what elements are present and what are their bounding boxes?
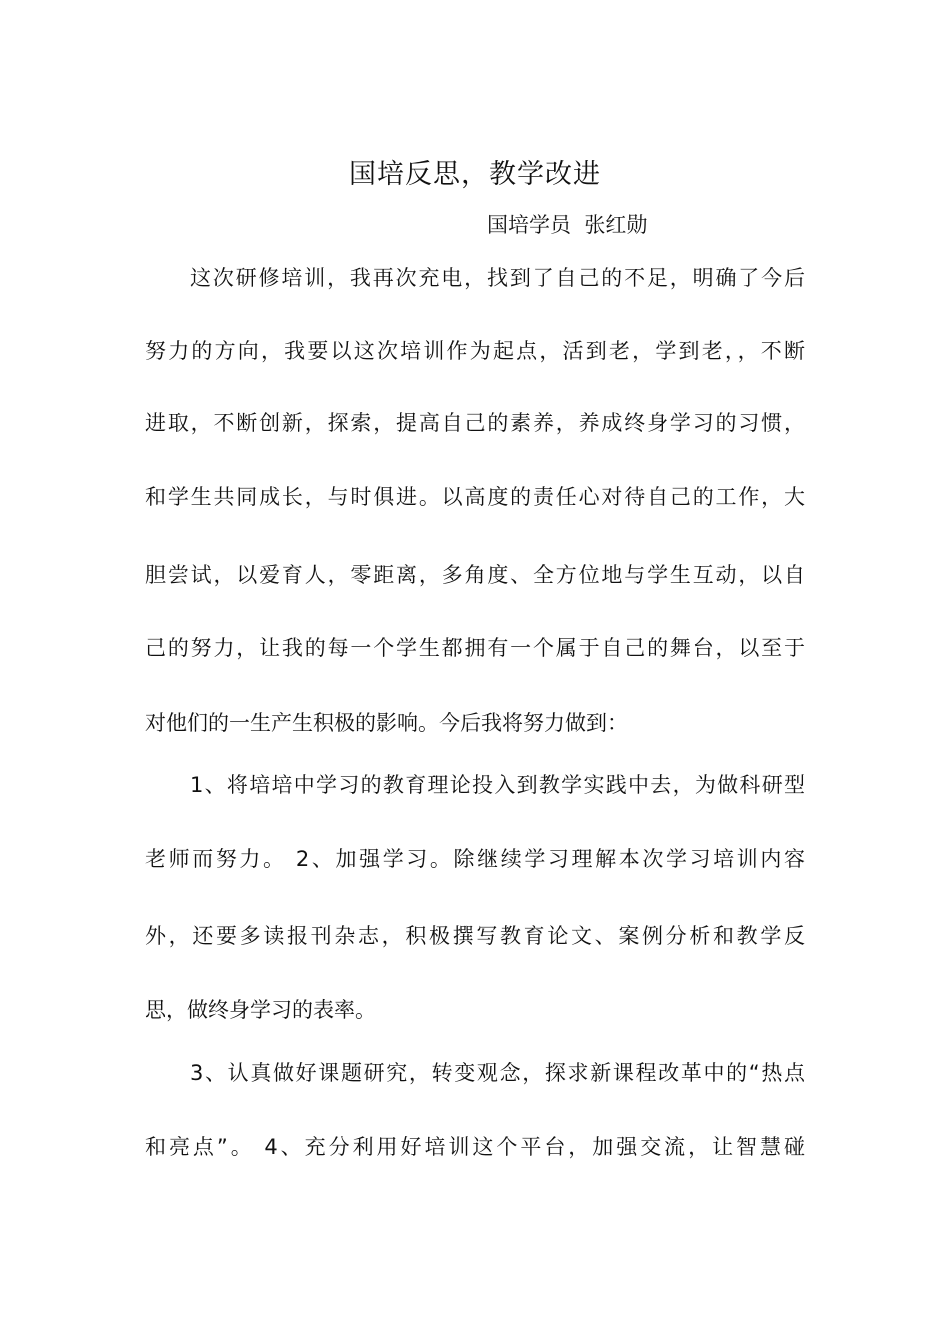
- paragraph-line: 胆尝试，以爱育人，零距离，多角度、全方位地与学生互动，以自: [145, 563, 805, 587]
- list-item-line: 思，做终身学习的表率。: [145, 998, 376, 1022]
- list-item-line: 和亮点”。 4、充分利用好培训这个平台，加强交流，让智慧碰: [145, 1135, 805, 1159]
- list-item-line: 外，还要多读报刊杂志，积极撰写教育论文、案例分析和教学反: [145, 924, 805, 948]
- paragraph-line: 对他们的一生产生积极的影响。今后我将努力做到：: [145, 711, 628, 735]
- paragraph-line: 和学生共同成长，与时俱进。以高度的责任心对待自己的工作，大: [145, 485, 805, 509]
- author-line: 国培学员 张红勋: [487, 213, 648, 237]
- list-item-line: 3、认真做好课题研究，转变观念，探求新课程改革中的“热点: [190, 1061, 805, 1085]
- paragraph-line: 己的努力，让我的每一个学生都拥有一个属于自己的舞台，以至于: [145, 636, 805, 660]
- list-item-line: 老师而努力。 2、加强学习。除继续学习理解本次学习培训内容: [145, 847, 805, 871]
- document-title: 国培反思，教学改进: [349, 159, 601, 190]
- paragraph-line: 这次研修培训，我再次充电，找到了自己的不足，明确了今后: [190, 266, 805, 290]
- paragraph-line: 进取，不断创新，探索，提高自己的素养，养成终身学习的习惯，: [145, 411, 805, 435]
- paragraph-line: 努力的方向，我要以这次培训作为起点，活到老，学到老，，不断: [145, 339, 805, 363]
- list-item-line: 1、将培培中学习的教育理论投入到教学实践中去，为做科研型: [190, 773, 805, 797]
